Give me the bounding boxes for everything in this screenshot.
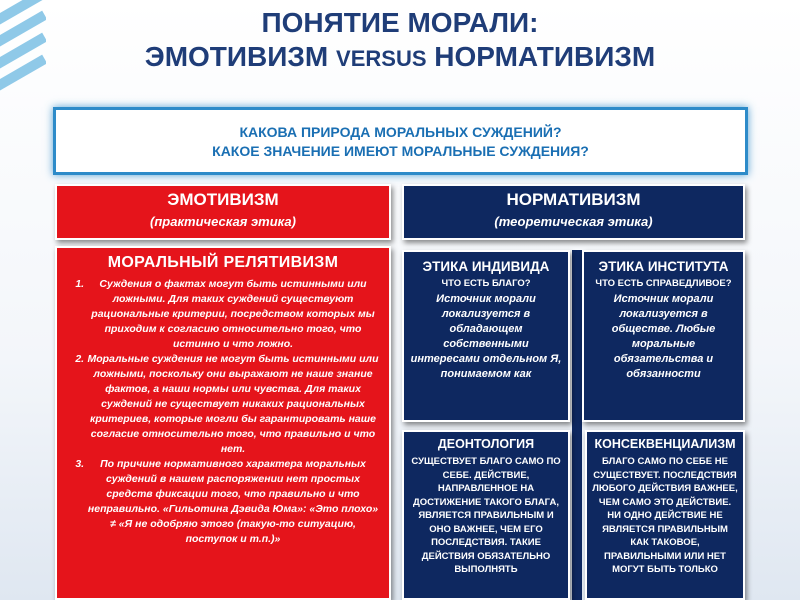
institution-ethics-box [582, 250, 745, 422]
slide-title [60, 6, 740, 76]
consequentialism-box [585, 430, 745, 600]
list-item: 1. Суждения о фактах могут быть истинными или ложными. Для таких суждений существуют рациональные критерии, посредством которых мы приходим к согласию относительно того, что истинно и что ложно. [87, 277, 379, 352]
question-line-1: КАКОВА ПРИРОДА МОРАЛЬНЫХ СУЖДЕНИЙ? [239, 124, 562, 140]
relativism-list [57, 277, 389, 547]
question-box [53, 107, 748, 175]
institution-ethics-title: ЭТИКА ИНСТИТУТА [598, 259, 729, 274]
emotivism-subtitle: (практическая этика) [150, 214, 296, 229]
emotivism-title: ЭМОТИВИЗМ [167, 190, 279, 209]
title-line-1: ПОНЯТИЕ МОРАЛИ: [261, 7, 539, 38]
individual-ethics-box [402, 250, 570, 422]
title-line-2 [60, 40, 740, 76]
corner-decoration [0, 0, 46, 130]
title-normativism: НОРМАТИВИЗМ [434, 41, 656, 72]
individual-ethics-title: ЭТИКА ИНДИВИДА [422, 259, 550, 274]
deontology-box [402, 430, 570, 600]
individual-ethics-question: ЧТО ЕСТЬ БЛАГО? [441, 278, 531, 289]
title-versus: VERSUS [336, 46, 427, 71]
relativism-title: МОРАЛЬНЫЙ РЕЛЯТИВИЗМ [107, 254, 339, 271]
deontology-title: ДЕОНТОЛОГИЯ [437, 437, 535, 451]
center-column-bar [572, 250, 582, 600]
question-line-2: КАКОЕ ЗНАЧЕНИЕ ИМЕЮТ МОРАЛЬНЫЕ СУЖДЕНИЯ? [212, 143, 589, 159]
normativism-title: НОРМАТИВИЗМ [506, 190, 641, 209]
normativism-header [402, 184, 745, 240]
individual-ethics-text: Источник морали локализуется в обладающем собственными интересами отдельном Я, понимаемом как [410, 293, 562, 380]
normativism-subtitle: (теоретическая этика) [494, 214, 653, 229]
title-emotivism: ЭМОТИВИЗМ [144, 41, 329, 72]
consequentialism-title: КОНСЕКВЕНЦИАЛИЗМ [594, 437, 736, 451]
list-item: 2. Моральные суждения не могут быть истинными или ложными, поскольку они выражают не наше знание фактов, а наши нормы или чувства. Для таких суждений не существует никаких рациональных критериев, которые могли бы гарантировать наше согласие относительно того, что правильно и что нет. [87, 352, 379, 457]
list-item: 3. По причине нормативного характера моральных суждений в нашем распоряжении нет простых средств фиксации того, что правильно и что неправильно. «Гильотина Дэвида Юма»: «Это плохо» ≠ «Я не одобряю этого (такую-то ситуацию, поступок и т.п.)» [87, 457, 379, 547]
deontology-text: СУЩЕСТВУЕТ БЛАГО САМО ПО СЕБЕ. ДЕЙСТВИЕ, НАПРАВЛЕННОЕ НА ДОСТИЖЕНИЕ ТАКОГО БЛАГА, ЯВЛЯЕТСЯ ПРАВИЛЬНЫМ И ОНО ВАЖНЕЕ, ЧЕМ ЕГО ПОСЛЕДСТВИЯ. ТАКИЕ ДЕЙСТВИЯ ОБЯЗАТЕЛЬНО ВЫПОЛНЯТЬ [411, 456, 561, 575]
moral-relativism-box [55, 246, 391, 600]
emotivism-header [55, 184, 391, 240]
consequentialism-text: БЛАГО САМО ПО СЕБЕ НЕ СУЩЕСТВУЕТ. ПОСЛЕДСТВИЯ ЛЮБОГО ДЕЙСТВИЯ ВАЖНЕЕ, ЧЕМ САМО ЭТО ДЕЙСТВИЕ. НИ ОДНО ДЕЙСТВИЕ НЕ ЯВЛЯЕТСЯ ПРАВИЛЬНЫМ КАК ТАКОВОЕ, ПРАВИЛЬНЫМИ ИЛИ НЕТ МОГУТ БЫТЬ ТОЛЬКО [592, 456, 738, 575]
institution-ethics-question: ЧТО ЕСТЬ СПРАВЕДЛИВОЕ? [595, 278, 732, 289]
institution-ethics-text: Источник морали локализуется в обществе. Любые моральные обязательства и обязанности [611, 293, 716, 380]
